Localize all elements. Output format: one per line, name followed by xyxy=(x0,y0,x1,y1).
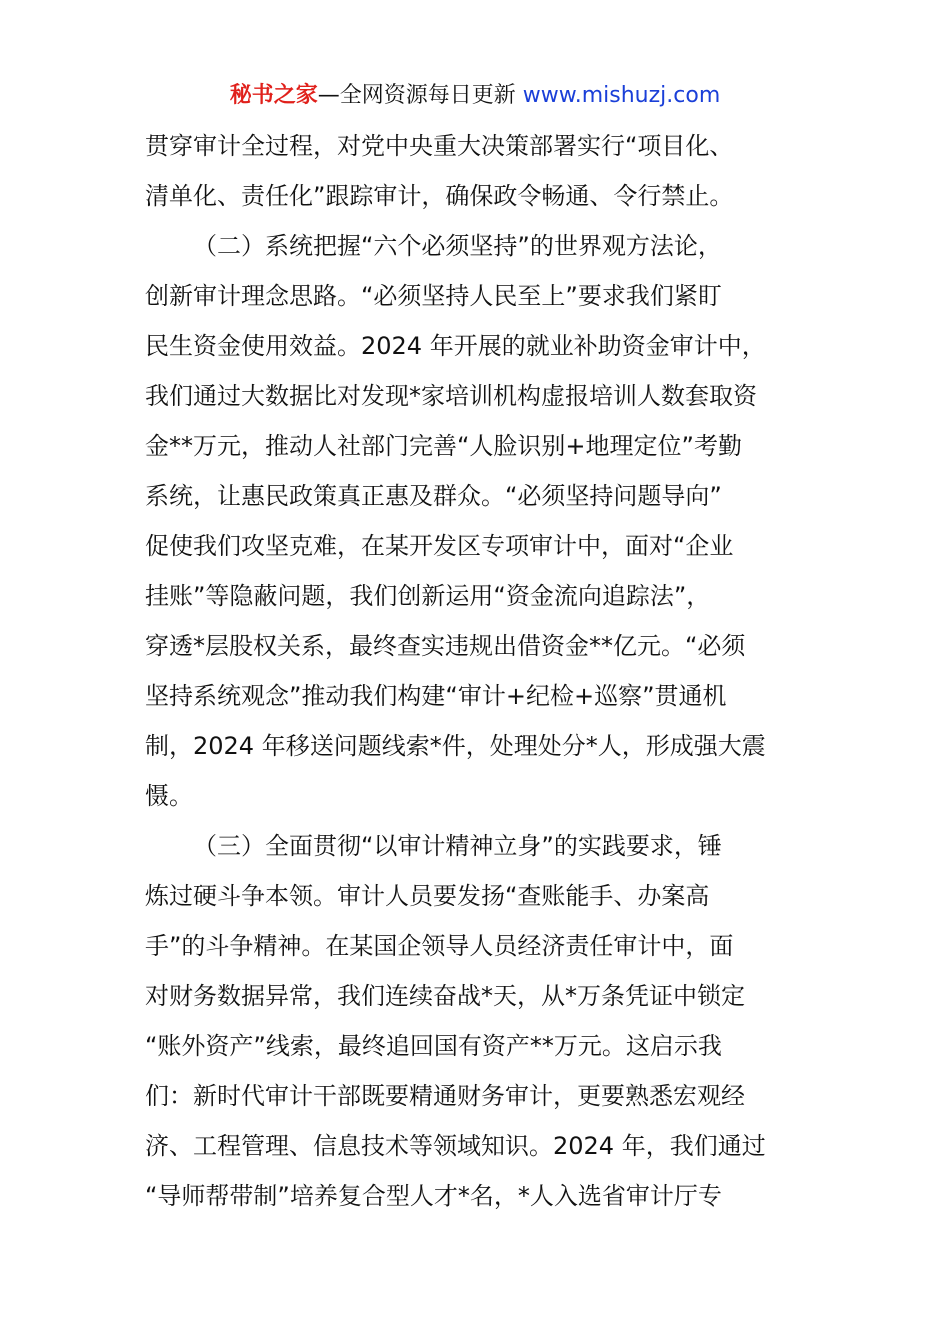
text-line: 对财务数据异常，我们连续奋战*天，从*万条凭证中锁定 xyxy=(145,982,745,1010)
text-line: 济、工程管理、信息技术等领域知识。2024 年，我们通过 xyxy=(145,1132,766,1160)
text-line: 挂账”等隐蔽问题，我们创新运用“资金流向追踪法”， xyxy=(145,582,711,610)
text-line: 炼过硬斗争本领。审计人员要发扬“查账能手、办案高 xyxy=(145,882,710,910)
text-line: 贯穿审计全过程，对党中央重大决策部署实行“项目化、 xyxy=(145,132,734,160)
site-header xyxy=(0,80,950,112)
text-line: 系统，让惠民政策真正惠及群众。“必须坚持问题导向” xyxy=(145,482,722,510)
text-line: 们：新时代审计干部既要精通财务审计，更要熟悉宏观经 xyxy=(145,1082,745,1110)
text-line: 金**万元，推动人社部门完善“人脸识别+地理定位”考勤 xyxy=(145,432,742,460)
section-heading-line: （三）全面贯彻“以审计精神立身”的实践要求，锤 xyxy=(193,832,722,860)
text-line: 手”的斗争精神。在某国企领导人员经济责任审计中，面 xyxy=(145,932,734,960)
text-line: 清单化、责任化”跟踪审计，确保政令畅通、令行禁止。 xyxy=(145,182,734,210)
text-line: 慑。 xyxy=(145,782,193,810)
text-line: “账外资产”线索，最终追回国有资产**万元。这启示我 xyxy=(145,1032,722,1060)
document-body xyxy=(145,121,810,1221)
header-tagline: —全网资源每日更新 xyxy=(317,83,523,108)
text-line: 创新审计理念思路。“必须坚持人民至上”要求我们紧盯 xyxy=(145,282,722,310)
text-line: 制，2024 年移送问题线索*件，处理处分*人，形成强大震 xyxy=(145,732,766,760)
text-line: 民生资金使用效益。2024 年开展的就业补助资金审计中， xyxy=(145,332,766,360)
header-url-link[interactable]: www.mishuzj.com xyxy=(522,83,721,108)
text-line: 坚持系统观念”推动我们构建“审计+纪检+巡察”贯通机 xyxy=(145,682,727,710)
brand-name: 秘书之家 xyxy=(229,83,318,108)
text-line: 促使我们攻坚克难，在某开发区专项审计中，面对“企业 xyxy=(145,532,734,560)
text-line: “导师帮带制”培养复合型人才*名，*人入选省审计厅专 xyxy=(145,1182,722,1210)
text-line: 穿透*层股权关系，最终查实违规出借资金**亿元。“必须 xyxy=(145,632,746,660)
text-line: 我们通过大数据比对发现*家培训机构虚报培训人数套取资 xyxy=(145,382,757,410)
section-heading-line: （二）系统把握“六个必须坚持”的世界观方法论， xyxy=(193,232,722,260)
